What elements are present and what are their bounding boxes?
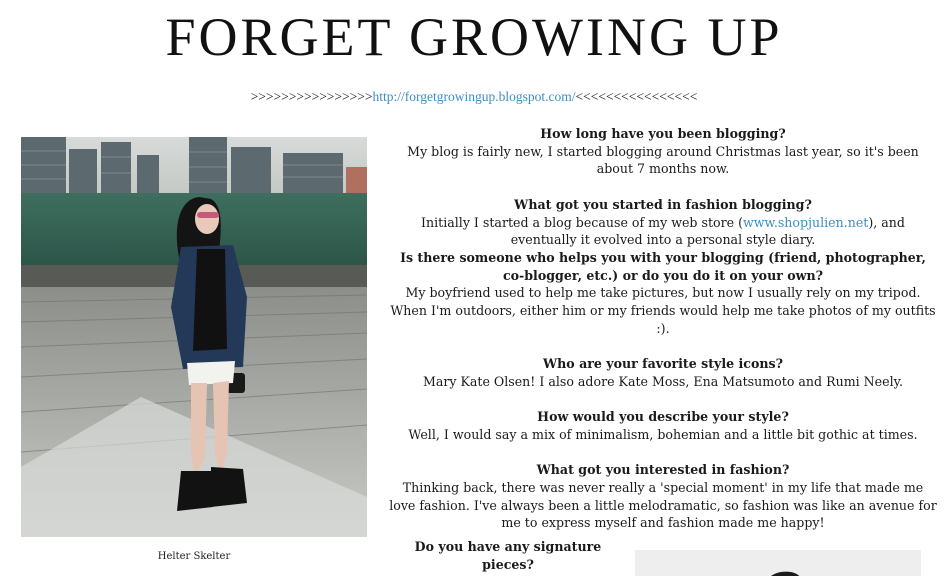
answer-3: My boyfriend used to help me take pictures, but now I usually rely on my tripod. When I'm outdoors, either him or my friends would help me take photos of my outfits :). bbox=[390, 285, 936, 336]
question-5: How would you describe your style? bbox=[537, 409, 789, 425]
answer-5: Well, I would say a mix of minimalism, bohemian and a little bit gothic at times. bbox=[408, 426, 918, 442]
url-prefix-arrows: >>>>>>>>>>>>>>>> bbox=[250, 89, 373, 104]
outfit-photo bbox=[21, 137, 367, 537]
question-2: What got you started in fashion blogging? bbox=[514, 196, 812, 212]
answer-2 bbox=[388, 214, 938, 249]
blog-url-line bbox=[0, 89, 948, 105]
spacer bbox=[388, 337, 938, 355]
second-photo-illustration bbox=[635, 550, 921, 576]
spacer bbox=[388, 391, 938, 409]
question-7: Do you have any signature pieces? bbox=[414, 539, 602, 572]
blog-title: FORGET GROWING UP bbox=[165, 7, 783, 67]
question-4: Who are your favorite style icons? bbox=[543, 356, 783, 372]
spacer bbox=[388, 444, 938, 462]
blog-url-link[interactable]: http://forgetgrowingup.blogspot.com/ bbox=[372, 89, 576, 104]
question-3: Is there someone who helps you with your blogging (friend, photographer, co-blogger, etc.) or do you do it on your own? bbox=[400, 249, 926, 283]
question-1: How long have you been blogging? bbox=[540, 126, 786, 141]
url-suffix-arrows: <<<<<<<<<<<<<<<< bbox=[575, 89, 698, 104]
photo-caption: Helter Skelter bbox=[157, 551, 231, 562]
answer-4: Mary Kate Olsen! I also adore Kate Moss, Ena Matsumoto and Rumi Neely. bbox=[422, 373, 904, 389]
interview-block bbox=[388, 125, 938, 532]
shop-link[interactable]: www.shopjulien.net bbox=[743, 214, 869, 230]
answer-6: Thinking back, there was never really a 'special moment' in my life that made me love fashion. I've always been a little melodramatic, so fashion was like an avenue for me to express myself and fashion made me happy! bbox=[389, 480, 937, 531]
outfit-photo-illustration bbox=[21, 137, 367, 537]
second-photo bbox=[635, 550, 921, 576]
answer-2-text-end: ), and eventually it evolved into a personal style diary. bbox=[510, 214, 905, 248]
question-6: What got you interested in fashion? bbox=[536, 462, 790, 478]
answer-1: My blog is fairly new, I started blogging around Christmas last year, so it's been about 7 months now. bbox=[407, 143, 919, 177]
spacer bbox=[388, 178, 938, 196]
answer-2-text-start: Initially I started a blog because of my web store ( bbox=[421, 214, 743, 230]
